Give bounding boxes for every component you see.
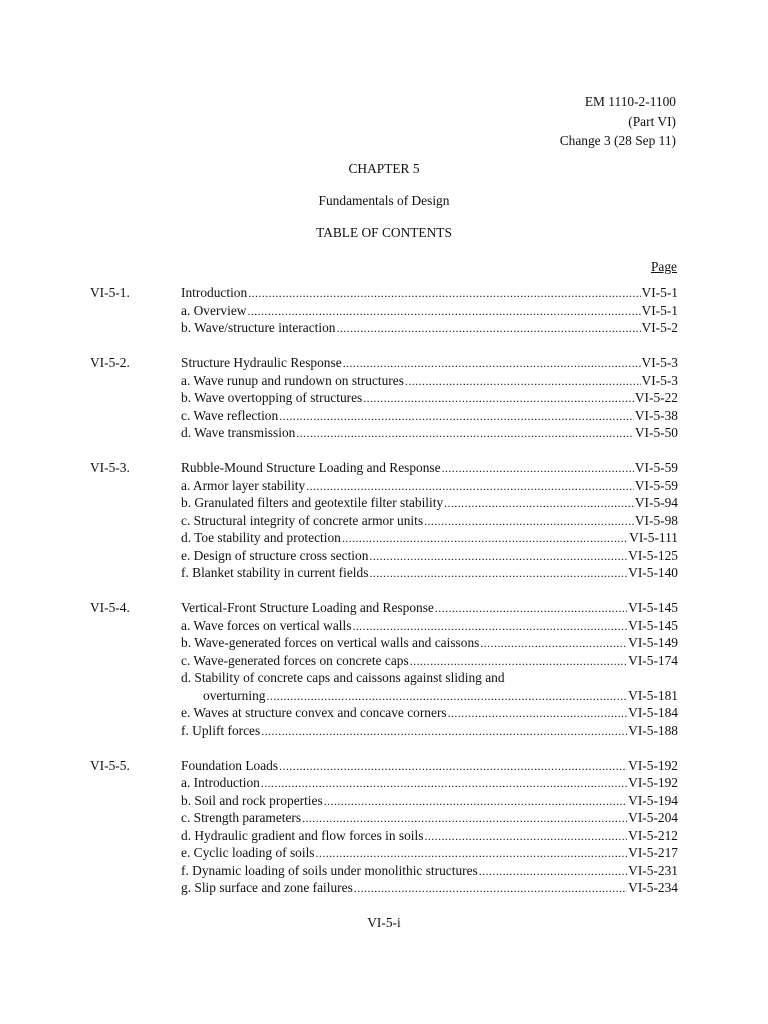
toc-entry[interactable] — [181, 617, 678, 636]
page-number: VI-5-192 — [628, 757, 678, 773]
toc-item-label: g. Slip surface and zone failures — [181, 880, 353, 895]
page-column-label: Page — [650, 259, 677, 274]
toc-item-row — [90, 389, 678, 407]
toc-entry[interactable] — [181, 389, 678, 408]
toc-entry[interactable] — [181, 774, 678, 793]
document-id: EM 1110-2-1100 — [584, 94, 676, 109]
page-number: VI-5-50 — [634, 425, 678, 440]
toc-item-label: b. Wave overtopping of structures — [181, 390, 363, 405]
dot-leader — [354, 880, 627, 898]
dot-leader — [369, 565, 627, 583]
toc-item-entry — [181, 669, 678, 687]
page-number: VI-5-184 — [628, 705, 678, 720]
toc-item-label: f. Blanket stability in current fields — [181, 565, 369, 580]
page-number: VI-5-1 — [641, 285, 678, 300]
section-number: VI-5-5. — [90, 757, 130, 773]
dot-leader — [480, 635, 627, 653]
page-number: VI-5-174 — [628, 652, 678, 668]
page-number: VI-5-59 — [634, 477, 678, 493]
toc-item-row — [90, 669, 678, 687]
page-number: VI-5-94 — [634, 495, 678, 510]
toc-item-label: a. Wave forces on vertical walls — [181, 617, 352, 633]
toc-item-row — [90, 704, 678, 722]
page-number: VI-5-145 — [628, 617, 678, 633]
document-header — [560, 92, 676, 151]
page-number: VI-5-204 — [628, 810, 678, 825]
page-footer: VI-5-i — [367, 915, 401, 930]
toc-entry[interactable] — [181, 844, 678, 863]
page-number: VI-5-231 — [628, 862, 678, 878]
dot-leader — [279, 408, 634, 426]
toc-entry[interactable] — [181, 862, 678, 881]
dot-leader — [444, 495, 634, 513]
page-number: VI-5-111 — [629, 530, 678, 545]
dot-leader — [248, 285, 640, 303]
dot-leader — [435, 600, 627, 618]
dot-leader — [442, 460, 634, 478]
toc-section — [90, 459, 678, 582]
dot-leader — [266, 688, 627, 706]
toc-entry[interactable] — [181, 302, 678, 321]
page-number: VI-5-212 — [628, 827, 678, 843]
toc-section — [90, 354, 678, 442]
section-number: VI-5-1. — [90, 285, 130, 300]
toc-item-label: a. Wave runup and rundown on structures — [181, 372, 404, 388]
toc-item-row — [90, 687, 678, 705]
toc-item-row — [90, 792, 678, 810]
page-number: VI-5-188 — [628, 722, 678, 738]
toc-item-label: e. Cyclic loading of soils — [181, 845, 315, 860]
toc-item-label: b. Granulated filters and geotextile filter stability — [181, 495, 444, 510]
toc-entry[interactable] — [181, 407, 678, 426]
dot-leader — [279, 758, 627, 776]
toc-entry[interactable] — [181, 564, 678, 583]
section-title: Foundation Loads — [181, 757, 279, 773]
dot-leader — [306, 478, 634, 496]
dot-leader — [363, 390, 634, 408]
toc-item-row — [90, 477, 678, 495]
toc-entry[interactable] — [181, 512, 678, 531]
toc-entry[interactable] — [181, 477, 678, 496]
toc-section-row — [90, 284, 678, 302]
toc-item-row — [90, 407, 678, 425]
toc-entry[interactable] — [181, 424, 678, 443]
chapter-number: CHAPTER 5 — [348, 161, 420, 176]
document-part: (Part VI) — [628, 113, 676, 129]
dot-leader — [336, 320, 640, 338]
toc-item-label: d. Stability of concrete caps and caissons against sliding and — [181, 670, 505, 685]
toc-item-label: e. Waves at structure convex and concave corners — [181, 705, 447, 720]
toc-item-row — [90, 512, 678, 530]
page-number: VI-5-3 — [641, 372, 678, 388]
toc-item-row — [90, 827, 678, 845]
toc-entry[interactable] — [181, 722, 678, 741]
page-number: VI-5-3 — [641, 355, 678, 370]
page-number: VI-5-22 — [634, 390, 678, 405]
toc-item-row — [90, 879, 678, 897]
toc-entry[interactable] — [181, 529, 678, 548]
toc-item-label: d. Hydraulic gradient and flow forces in soils — [181, 827, 424, 843]
toc-section — [90, 599, 678, 739]
toc-item-row — [90, 634, 678, 652]
toc-section — [90, 284, 678, 337]
table-of-contents — [90, 284, 678, 914]
dot-leader — [369, 548, 627, 566]
document-change: Change 3 (28 Sep 11) — [559, 133, 676, 148]
page-number: VI-5-234 — [628, 880, 678, 895]
toc-item-row — [90, 547, 678, 565]
toc-item-label: a. Armor layer stability — [181, 477, 306, 493]
toc-entry[interactable] — [181, 284, 678, 303]
dot-leader — [247, 303, 640, 321]
dot-leader — [424, 513, 634, 531]
dot-leader — [448, 705, 628, 723]
toc-section-row — [90, 354, 678, 372]
toc-entry[interactable] — [181, 372, 678, 391]
section-title: Introduction — [181, 285, 248, 300]
toc-entry[interactable] — [181, 827, 678, 846]
page-number: VI-5-98 — [634, 512, 678, 528]
toc-section-row — [90, 459, 678, 477]
toc-entry[interactable] — [181, 494, 678, 513]
toc-entry[interactable] — [181, 704, 678, 723]
dot-leader — [302, 810, 627, 828]
toc-entry[interactable] — [203, 687, 678, 706]
dot-leader — [261, 775, 627, 793]
toc-item-row — [90, 302, 678, 320]
toc-item-label: c. Wave-generated forces on concrete caps — [181, 652, 409, 668]
toc-section — [90, 757, 678, 897]
dot-leader — [352, 618, 627, 636]
toc-item-continuation: overturning — [203, 687, 266, 703]
page-number: VI-5-1 — [641, 302, 678, 318]
dot-leader — [343, 355, 641, 373]
section-title: Rubble-Mound Structure Loading and Response — [181, 460, 441, 475]
toc-item-row — [90, 424, 678, 442]
toc-item-label: b. Wave-generated forces on vertical walls and caissons — [181, 635, 480, 650]
toc-entry[interactable] — [181, 879, 678, 898]
toc-entry[interactable] — [181, 319, 678, 338]
toc-item-label: b. Wave/structure interaction — [181, 320, 336, 335]
dot-leader — [316, 845, 628, 863]
page-number: VI-5-59 — [634, 460, 678, 475]
dot-leader — [424, 828, 627, 846]
toc-item-row — [90, 722, 678, 740]
toc-item-label: f. Uplift forces — [181, 722, 261, 738]
toc-entry[interactable] — [181, 809, 678, 828]
page-number: VI-5-145 — [628, 600, 678, 615]
chapter-title: Fundamentals of Design — [318, 193, 450, 208]
page-number: VI-5-194 — [628, 792, 678, 808]
toc-entry[interactable] — [181, 634, 678, 653]
toc-item-label: a. Overview — [181, 302, 247, 318]
page-number: VI-5-181 — [628, 687, 678, 703]
toc-item-row — [90, 652, 678, 670]
dot-leader — [261, 723, 627, 741]
toc-item-label: c. Strength parameters — [181, 810, 302, 825]
toc-entry[interactable] — [181, 547, 678, 566]
toc-item-row — [90, 774, 678, 792]
dot-leader — [324, 793, 627, 811]
page-number: VI-5-125 — [628, 547, 678, 563]
toc-item-label: d. Wave transmission — [181, 425, 296, 440]
toc-item-label: d. Toe stability and protection — [181, 530, 341, 545]
toc-item-row — [90, 372, 678, 390]
toc-item-row — [90, 844, 678, 862]
toc-item-label: a. Introduction — [181, 775, 260, 790]
toc-item-row — [90, 494, 678, 512]
toc-item-row — [90, 319, 678, 337]
toc-entry[interactable] — [181, 757, 678, 776]
dot-leader — [342, 530, 628, 548]
toc-item-row — [90, 529, 678, 547]
page-number: VI-5-38 — [634, 407, 678, 423]
page-number: VI-5-149 — [628, 635, 678, 650]
section-title: Vertical-Front Structure Loading and Response — [181, 600, 434, 615]
toc-item-label: b. Soil and rock properties — [181, 792, 323, 808]
section-number: VI-5-3. — [90, 460, 130, 475]
toc-section-row — [90, 757, 678, 775]
toc-entry[interactable] — [181, 792, 678, 811]
page-number: VI-5-2 — [641, 320, 678, 335]
toc-item-label: c. Wave reflection — [181, 407, 279, 423]
section-number: VI-5-2. — [90, 355, 130, 370]
toc-item-row — [90, 862, 678, 880]
toc-entry[interactable] — [181, 459, 678, 478]
toc-heading: TABLE OF CONTENTS — [316, 225, 452, 240]
toc-entry[interactable] — [181, 599, 678, 618]
toc-item-label: c. Structural integrity of concrete armor units — [181, 512, 424, 528]
page-number: VI-5-192 — [628, 775, 678, 790]
dot-leader — [479, 863, 627, 881]
toc-item-label: e. Design of structure cross section — [181, 547, 369, 563]
page-number: VI-5-217 — [628, 845, 678, 860]
toc-entry[interactable] — [181, 652, 678, 671]
toc-entry[interactable] — [181, 354, 678, 373]
dot-leader — [296, 425, 634, 443]
page-number: VI-5-140 — [628, 565, 678, 580]
toc-item-row — [90, 617, 678, 635]
toc-section-row — [90, 599, 678, 617]
toc-item-label: f. Dynamic loading of soils under monolithic structures — [181, 862, 478, 878]
toc-item-row — [90, 809, 678, 827]
dot-leader — [405, 373, 641, 391]
section-number: VI-5-4. — [90, 600, 130, 615]
section-title: Structure Hydraulic Response — [181, 355, 342, 370]
dot-leader — [410, 653, 627, 671]
toc-item-row — [90, 564, 678, 582]
